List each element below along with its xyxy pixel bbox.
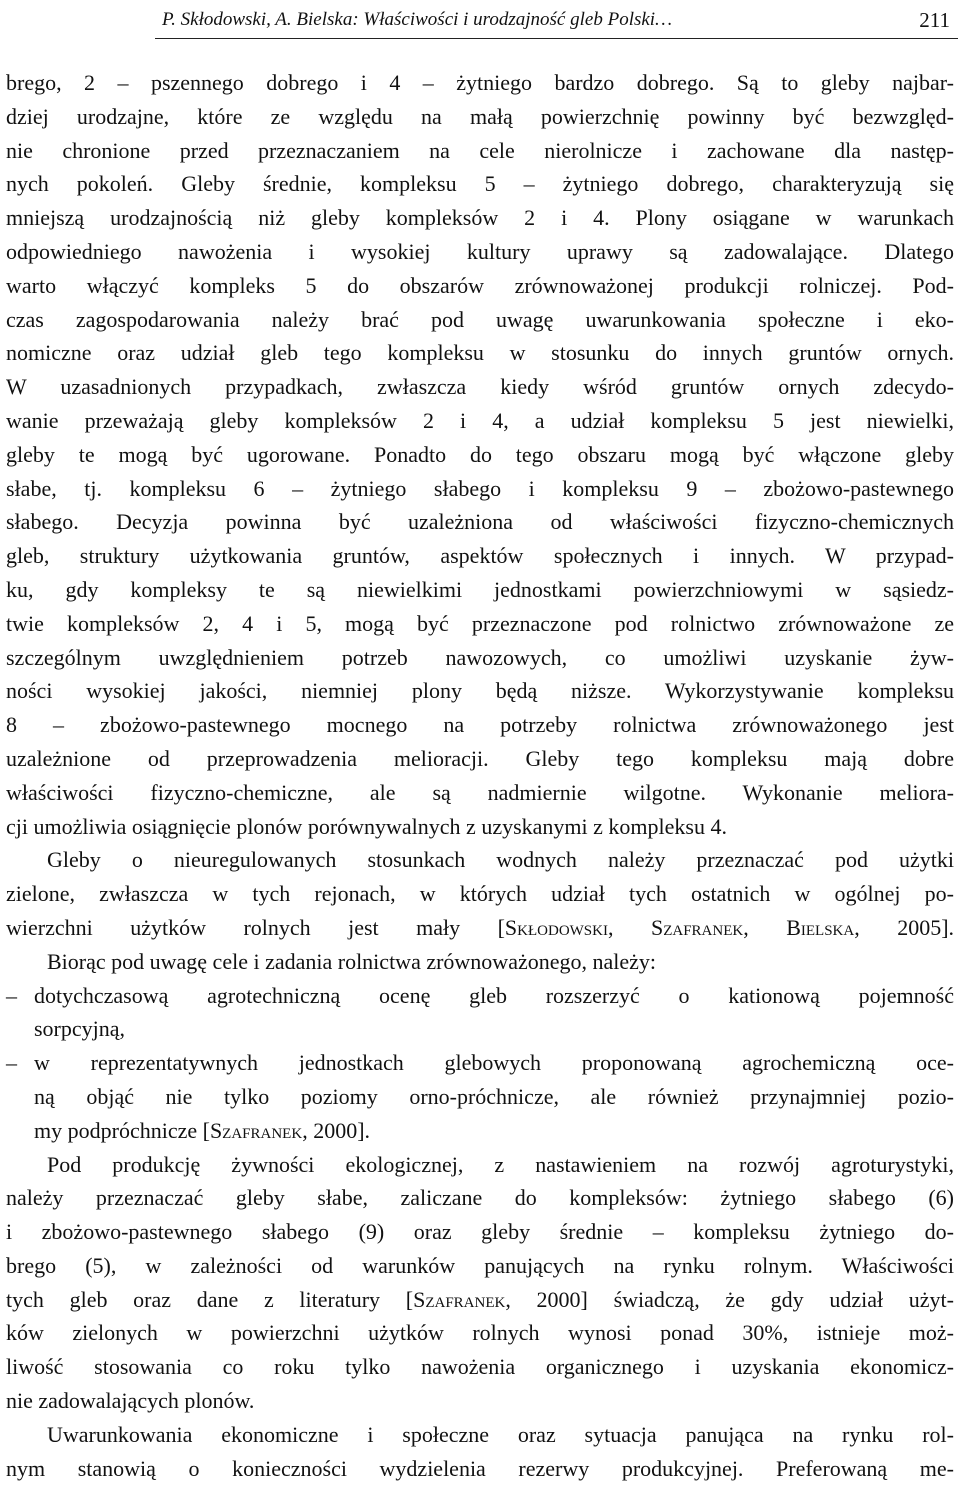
text-segment: tych gleb oraz dane z literatury [ (6, 1286, 414, 1312)
text-line-with-citation (6, 1283, 954, 1317)
text-line: uzależnione od przeprowadzenia melioracji. Gleby tego kompleksu mają dobre (6, 745, 954, 771)
text-segment: wierzchni użytków rolnych jest mały [ (6, 914, 505, 940)
text-line: W uzasadnionych przypadkach, zwłaszcza kiedy wśród gruntów ornych zdecydo- (6, 374, 954, 400)
citation-author: Szafranek (209, 1117, 303, 1143)
text-line: Pod produkcję żywności ekologicznej, z nastawieniem na rozwój agroturystyki, (47, 1151, 954, 1177)
text-line: Gleby o nieuregulowanych stosunkach wodnych należy przeznaczać pod użytki (47, 847, 954, 873)
text-line: wanie przeważają gleby kompleksów 2 i 4, a udział kompleksu 5 jest niewielki, (6, 407, 954, 433)
citation-author: Szafranek (413, 1286, 506, 1312)
list-item-text: dotychczasową agrotechniczną ocenę gleb rozszerzyć o kationową pojemność (34, 982, 954, 1008)
text-line: ku, gdy kompleksy te są niewielkimi jednostkami powierzchniowymi w sąsiedz- (6, 576, 954, 602)
list-item-continuation-with-citation (6, 1114, 954, 1148)
text-line: nych pokoleń. Gleby średnie, kompleksu 5 – żytniego dobrego, charakteryzują się (6, 171, 954, 197)
list-dash: – (6, 1050, 17, 1076)
text-line: odpowiedniego nawożenia i wysokiej kultury uprawy są zadowalające. Dlatego (6, 238, 954, 264)
text-line: ków zielonych w powierzchni użytków rolnych wynosi ponad 30%, istnieje moż- (6, 1320, 954, 1346)
text-line: cji umożliwia osiągnięcie plonów porównywalnych z uzyskanymi z kompleksu 4. (6, 813, 727, 839)
list-item-continuation: sorpcyjną, (34, 1016, 126, 1042)
citation-tail: , 2000] świadczą, że gdy udział użyt- (505, 1286, 954, 1312)
running-title: P. Skłodowski, A. Bielska: Właściwości i urodzajność gleb Polski… (162, 9, 672, 30)
text-line: ności wysokiej jakości, niemniej plony będą niższe. Wykorzystywanie kompleksu (6, 678, 954, 704)
text-line: zielone, zwłaszcza w tych rejonach, w których udział tych ostatnich w ogólnej po- (6, 881, 954, 907)
citation-author: Szafranek (650, 914, 744, 940)
text-line: nomiczne oraz udział gleb tego kompleksu w stosunku do innych gruntów ornych. (6, 340, 954, 366)
text-line: należy przeznaczać gleby słabe, zaliczane do kompleksów: żytniego słabego (6) (6, 1185, 954, 1211)
text-line: nie chronione przed przeznaczaniem na cele nierolnicze i zachowane dla następ- (6, 137, 954, 163)
text-line: warto włączyć kompleks 5 do obszarów zrównoważonej produkcji rolniczej. Pod- (6, 272, 954, 298)
list-item (6, 1046, 954, 1080)
list-item-continuation: ną objąć nie tylko poziomy orno-próchnicze, ale również przynajmniej pozio- (34, 1083, 954, 1109)
text-line: szczególnym uwzględnieniem potrzeb nawozowych, co umożliwi uzyskanie żyw- (6, 644, 954, 670)
text-line: brego (5), w zależności od warunków panujących na rynku rolnym. Właściwości (6, 1252, 954, 1278)
citation-author: Skłodowski (504, 914, 608, 940)
text-line: słabego. Decyzja powinna być uzależniona od właściwości fizyczno-chemicznych (6, 509, 954, 535)
text-line: dziej urodzajne, które ze względu na małą powierzchnię powinny być bezwzględ- (6, 103, 954, 129)
citation-year: , 2005]. (854, 914, 955, 940)
text-line: brego, 2 – pszennego dobrego i 4 – żytniego bardzo dobrego. Są to gleby najbar- (6, 70, 954, 95)
text-line: Biorąc pod uwagę cele i zadania rolnictwa zrównoważonego, należy: (47, 948, 657, 974)
text-line: i zbożowo-pastewnego słabego (9) oraz gleby średnie – kompleksu żytniego do- (6, 1219, 954, 1245)
page-number: 211 (919, 8, 950, 32)
text-line: gleb, struktury użytkowania gruntów, aspektów społecznych i innych. W przypad- (6, 543, 954, 569)
citation-separator: , (743, 914, 787, 940)
text-line: czas zagospodarowania należy brać pod uwagę uwarunkowania społeczne i eko- (6, 306, 954, 332)
running-header (0, 4, 960, 36)
text-line-with-citation (6, 911, 954, 945)
citation-separator: , (607, 914, 651, 940)
citation-year: , 2000]. (302, 1117, 371, 1143)
list-item-text: w reprezentatywnych jednostkach glebowych proponowaną agrochemiczną oce- (34, 1050, 954, 1076)
text-segment: my podpróchnicze [ (34, 1117, 210, 1143)
text-line: gleby te mogą być ugorowane. Ponadto do tego obszaru mogą być włączone gleby (6, 441, 954, 467)
text-line: liwość stosowania co roku tylko nawożenia organicznego i uzyskania ekonomicz- (6, 1354, 954, 1380)
text-line: nym stanowią o konieczności wydzielenia rezerwy produkcyjnej. Preferowaną me- (6, 1455, 954, 1481)
header-rule (155, 38, 958, 39)
text-line: twie kompleksów 2, 4 i 5, mogą być przeznaczone pod rolnictwo zrównoważone ze (6, 610, 954, 636)
citation-author: Bielska (786, 914, 855, 940)
list-item (6, 979, 954, 1013)
text-line: 8 – zbożowo-pastewnego mocnego na potrzeby rolnictwa zrównoważonego jest (6, 712, 954, 738)
text-line: nie zadowalających plonów. (6, 1388, 255, 1414)
body-text (6, 66, 954, 1485)
text-line: właściwości fizyczno-chemiczne, ale są nadmiernie wilgotne. Wykonanie meliora- (6, 779, 954, 805)
text-line: mniejszą urodzajnością niż gleby kompleksów 2 i 4. Plony osiągane w warunkach (6, 205, 954, 231)
text-line: Uwarunkowania ekonomiczne i społeczne oraz sytuacja panująca na rynku rol- (47, 1421, 954, 1447)
text-line: słabe, tj. kompleksu 6 – żytniego słabego i kompleksu 9 – zbożowo-pastewnego (6, 475, 954, 501)
list-dash: – (6, 982, 17, 1008)
